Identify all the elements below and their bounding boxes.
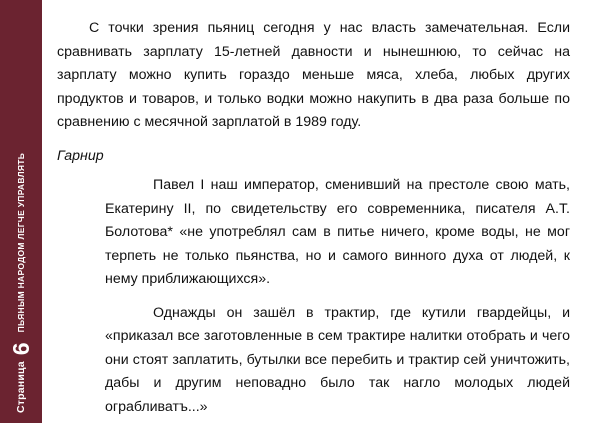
page-content (57, 17, 570, 419)
intro-paragraph: С точки зрения пьяниц сегодня у нас власть замечательная. Если сравнивать зарплату 15-летней давности и нынешнюю, то сейчас на зарплату можно купить гораздо меньше мяса, хлеба, любых других продуктов и товаров, и только водки можно накупить в два раза больше по сравнению с месячной зарплатой в 1989 году. (57, 20, 570, 130)
quote-block (105, 174, 570, 419)
quote-paragraph: Павел I наш император, сменивший на престоле свою мать, Екатерину II, по свидетельству его современника, писателя А.Т. Болотова* «не употреблял сам в питье ничего, кроме воды, не мог терпеть не только пьянства, но и самого винного духа от людей, к нему приближающихся». (105, 177, 570, 287)
quote-paragraph: Однажды он зашёл в трактир, где кутили гвардейцы, и «приказал все заготовленные в сем трактире налитки отобрать и чего они стоят заплатить, бутылки все перебить и трактир сей уничтожить, дабы и другим неповадно было так нагло молодых людей ограбливатъ...» (105, 304, 570, 415)
side-bar (0, 0, 42, 423)
page-number: 6 (7, 342, 34, 356)
section-heading: Гарнир (57, 147, 104, 164)
chapter-title: ПЬЯНЫМ НАРОДОМ ЛЕГЧЕ УПРАВЛЯТЬ (16, 152, 26, 333)
page-label: Страница (15, 361, 27, 413)
